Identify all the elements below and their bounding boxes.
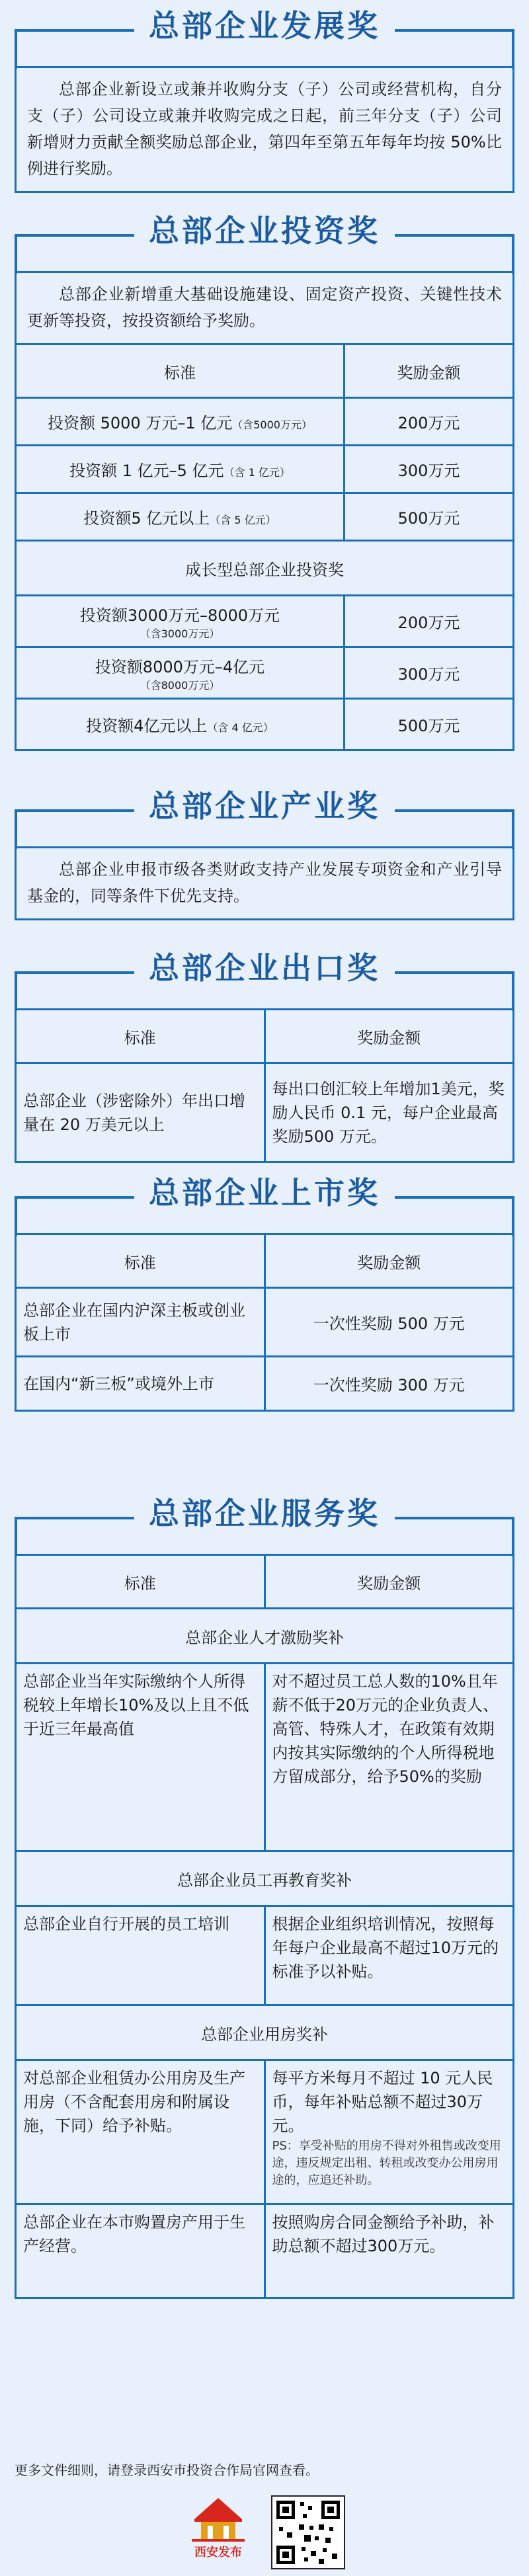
- section-export: [15, 942, 514, 1163]
- table-header-row: [16, 1010, 514, 1063]
- subheading-row: [16, 1609, 514, 1664]
- table-row: [16, 1288, 514, 1357]
- amount-cell: 200万元: [344, 398, 513, 446]
- amount-cell: 300万元: [344, 446, 513, 493]
- standard-cell: 在国内“新三板”或境外上市: [16, 1357, 265, 1411]
- header-standard: 标准: [16, 1555, 265, 1609]
- amount-cell: 200万元: [344, 596, 513, 647]
- section-service: [15, 1488, 514, 2299]
- standard-text: 投资额8000万元–4亿元: [95, 657, 265, 676]
- table-header-row: [16, 1234, 514, 1288]
- table-header-row: [16, 1555, 514, 1609]
- standard-cell: 总部企业在本市购置房产用于生产经营。: [16, 2204, 265, 2298]
- listing-table: [15, 1233, 514, 1412]
- standard-text: 投资额4亿元以上: [86, 717, 208, 735]
- section-title: 总部企业出口奖: [134, 942, 395, 994]
- standard-cell: [16, 446, 345, 493]
- amount-cell: 一次性奖励 300 万元: [264, 1357, 514, 1411]
- subheading-row: [16, 2005, 514, 2060]
- section-title: 总部企业投资奖: [134, 205, 395, 257]
- standard-note: （含5000万元）: [232, 419, 312, 431]
- section-title: 总部企业服务奖: [134, 1488, 395, 1539]
- table-row: [16, 1357, 514, 1411]
- standard-cell: [16, 647, 345, 699]
- export-table: [15, 1008, 514, 1163]
- table-row: [16, 2204, 514, 2298]
- standard-note: （含3000万元）: [140, 627, 220, 640]
- table-row: [16, 2060, 514, 2204]
- standard-cell: 总部企业当年实际缴纳个人所得税较上年增长10%及以上且不低于近三年最高值: [16, 1664, 265, 1851]
- amount-cell: 300万元: [344, 647, 513, 699]
- standard-text: 投资额 1 亿元–5 亿元: [69, 462, 224, 480]
- training-title: 总部企业员工再教育奖补: [16, 1851, 514, 1906]
- amount-cell: [264, 2060, 514, 2204]
- standard-text: 投资额 5000 万元–1 亿元: [48, 414, 233, 432]
- title-wrap: [15, 942, 514, 1008]
- footer-logo-area: [0, 2493, 529, 2565]
- title-wrap: [15, 780, 514, 846]
- standard-cell: [16, 699, 345, 750]
- standard-note: （含 5 亿元）: [210, 514, 276, 526]
- subheading-row: [16, 1851, 514, 1906]
- standard-cell: [16, 398, 345, 446]
- header-amount: 奖励金额: [264, 1234, 514, 1288]
- amount-cell: 对不超过员工总人数的10%且年薪不低于20万元的企业负责人、高管、特殊人才，在政策有效期内按其实际缴纳的个人所得税地方留成部分，给予50%的奖励: [264, 1664, 514, 1851]
- investment-table: [15, 343, 514, 751]
- growth-title: 成长型总部企业投资奖: [16, 541, 514, 596]
- standard-cell: [16, 596, 345, 647]
- table-row: [16, 596, 514, 647]
- header-standard: 标准: [16, 1234, 265, 1288]
- service-table: [15, 1554, 514, 2299]
- amount-cell: 根据企业组织培训情况，按照每年每户企业最高不超过10万元的标准予以补贴。: [264, 1906, 514, 2005]
- header-amount: 奖励金额: [264, 1010, 514, 1063]
- talent-title: 总部企业人才激励奖补: [16, 1609, 514, 1664]
- housing-amount-text: 每平方米每月不超过 10 元人民币，每年补贴总额不超过30万元。: [272, 2069, 493, 2135]
- table-row: [16, 446, 514, 493]
- table-row: [16, 398, 514, 446]
- amount-cell: 500万元: [344, 493, 513, 541]
- header-amount: 奖励金额: [264, 1555, 514, 1609]
- amount-cell: 按照购房合同金额给予补助，补助总额不超过300万元。: [264, 2204, 514, 2298]
- qr-code: [271, 2495, 345, 2569]
- table-row: [16, 1906, 514, 2005]
- section-title: 总部企业上市奖: [134, 1167, 395, 1219]
- amount-cell: 500万元: [344, 699, 513, 750]
- qr-code-icon: [272, 2497, 344, 2568]
- table-row: [16, 699, 514, 750]
- section-title: 总部企业发展奖: [134, 0, 395, 52]
- logo-text: 西安发布: [194, 2546, 242, 2559]
- section-industry: [15, 780, 514, 920]
- header-standard: 标准: [16, 1010, 265, 1063]
- title-wrap: [15, 205, 514, 271]
- section-paragraph: 总部企业申报市级各类财政支持产业发展专项资金和产业引导基金的，同等条件下优先支持。: [15, 846, 514, 920]
- subheading-row: [16, 541, 514, 596]
- amount-cell: 每出口创汇较上年增加1美元，奖励人民币 0.1 元，每户企业最高奖励500 万元。: [264, 1063, 514, 1162]
- standard-note: （含 1 亿元）: [224, 466, 290, 479]
- standard-text: 投资额3000万元–8000万元: [79, 606, 280, 625]
- standard-cell: 总部企业自行开展的员工培训: [16, 1906, 265, 2005]
- table-row: [16, 1664, 514, 1851]
- standard-note: （含 4 亿元）: [207, 721, 274, 734]
- table-header-row: [16, 344, 514, 398]
- standard-cell: 对总部企业租赁办公用房及生产用房（不含配套用房和附属设施，下同）给予补贴。: [16, 2060, 265, 2204]
- standard-cell: [16, 493, 345, 541]
- table-row: [16, 647, 514, 699]
- amount-cell: 一次性奖励 500 万元: [264, 1288, 514, 1357]
- section-investment: [15, 205, 514, 751]
- standard-cell: 总部企业（涉密除外）年出口增量在 20 万美元以上: [16, 1063, 265, 1162]
- section-title: 总部企业产业奖: [134, 780, 395, 832]
- title-wrap: [15, 1167, 514, 1233]
- section-development: [15, 0, 514, 193]
- header-standard: 标准: [16, 344, 345, 398]
- section-listing: [15, 1167, 514, 1412]
- section-paragraph: 总部企业新设立或兼并收购分支（子）公司或经营机构，自分支（子）公司设立或兼并收购完成之日起，前三年分支（子）公司新增财力贡献全额奖励总部企业，第四年至第五年每年均按 50%比例进行奖励。: [15, 66, 514, 193]
- xian-release-logo: [179, 2493, 258, 2565]
- header-amount: 奖励金额: [344, 344, 513, 398]
- table-row: [16, 493, 514, 541]
- title-wrap: [15, 1488, 514, 1554]
- footer-note: 更多文件细则，请登录西安市投资合作局官网查看。: [15, 2462, 319, 2478]
- standard-note: （含8000万元）: [140, 678, 220, 692]
- standard-cell: 总部企业在国内沪深主板或创业板上市: [16, 1288, 265, 1357]
- section-paragraph: 总部企业新增重大基础设施建设、固定资产投资、关键性技术更新等投资，按投资额给予奖励。: [15, 271, 514, 343]
- housing-ps-note: PS：享受补贴的用房不得对外租售或改变用途，违反规定出租、转租或改变办公用房用途的，应追还补助。: [272, 2139, 501, 2187]
- table-row: [16, 1063, 514, 1162]
- title-wrap: [15, 0, 514, 66]
- standard-text: 投资额5 亿元以上: [83, 509, 210, 528]
- housing-title: 总部企业用房奖补: [16, 2005, 514, 2060]
